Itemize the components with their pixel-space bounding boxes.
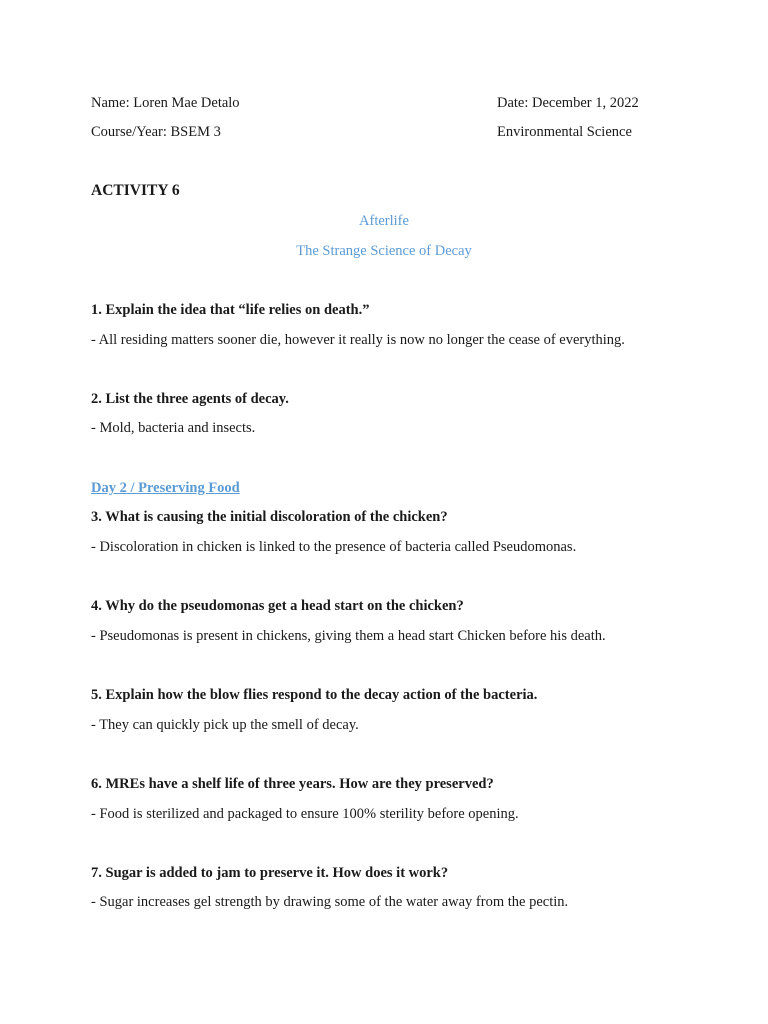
answer-3: - Discoloration in chicken is linked to the presence of bacteria called Pseudomonas. — [91, 539, 577, 555]
question-5: 5. Explain how the blow flies respond to the decay action of the bacteria. — [91, 687, 538, 703]
answer-4: - Pseudomonas is present in chickens, giving them a head start Chicken before his death. — [91, 628, 606, 644]
question-2: 2. List the three agents of decay. — [91, 391, 289, 407]
question-4: 4. Why do the pseudomonas get a head start on the chicken? — [91, 598, 464, 614]
date: Date: December 1, 2022 — [497, 95, 639, 111]
activity-heading: ACTIVITY 6 — [91, 182, 180, 199]
question-3: 3. What is causing the initial discoloration of the chicken? — [91, 509, 448, 525]
question-1: 1. Explain the idea that “life relies on death.” — [91, 302, 370, 318]
student-name: Name: Loren Mae Detalo — [91, 95, 240, 111]
question-6: 6. MREs have a shelf life of three years. How are they preserved? — [91, 776, 494, 792]
answer-1: - All residing matters sooner die, however it really is now no longer the cease of everything. — [91, 332, 625, 348]
answer-6: - Food is sterilized and packaged to ensure 100% sterility before opening. — [91, 806, 519, 822]
answer-2: - Mold, bacteria and insects. — [91, 420, 256, 436]
answer-5: - They can quickly pick up the smell of decay. — [91, 717, 359, 733]
answer-7: - Sugar increases gel strength by drawing some of the water away from the pectin. — [91, 894, 569, 910]
section-link-day-2[interactable]: Day 2 / Preserving Food — [91, 480, 240, 496]
title-line-1: Afterlife — [359, 213, 409, 229]
course-year: Course/Year: BSEM 3 — [91, 124, 221, 140]
subject: Environmental Science — [497, 124, 632, 140]
question-7: 7. Sugar is added to jam to preserve it. How does it work? — [91, 865, 449, 881]
title-line-2: The Strange Science of Decay — [296, 243, 472, 259]
